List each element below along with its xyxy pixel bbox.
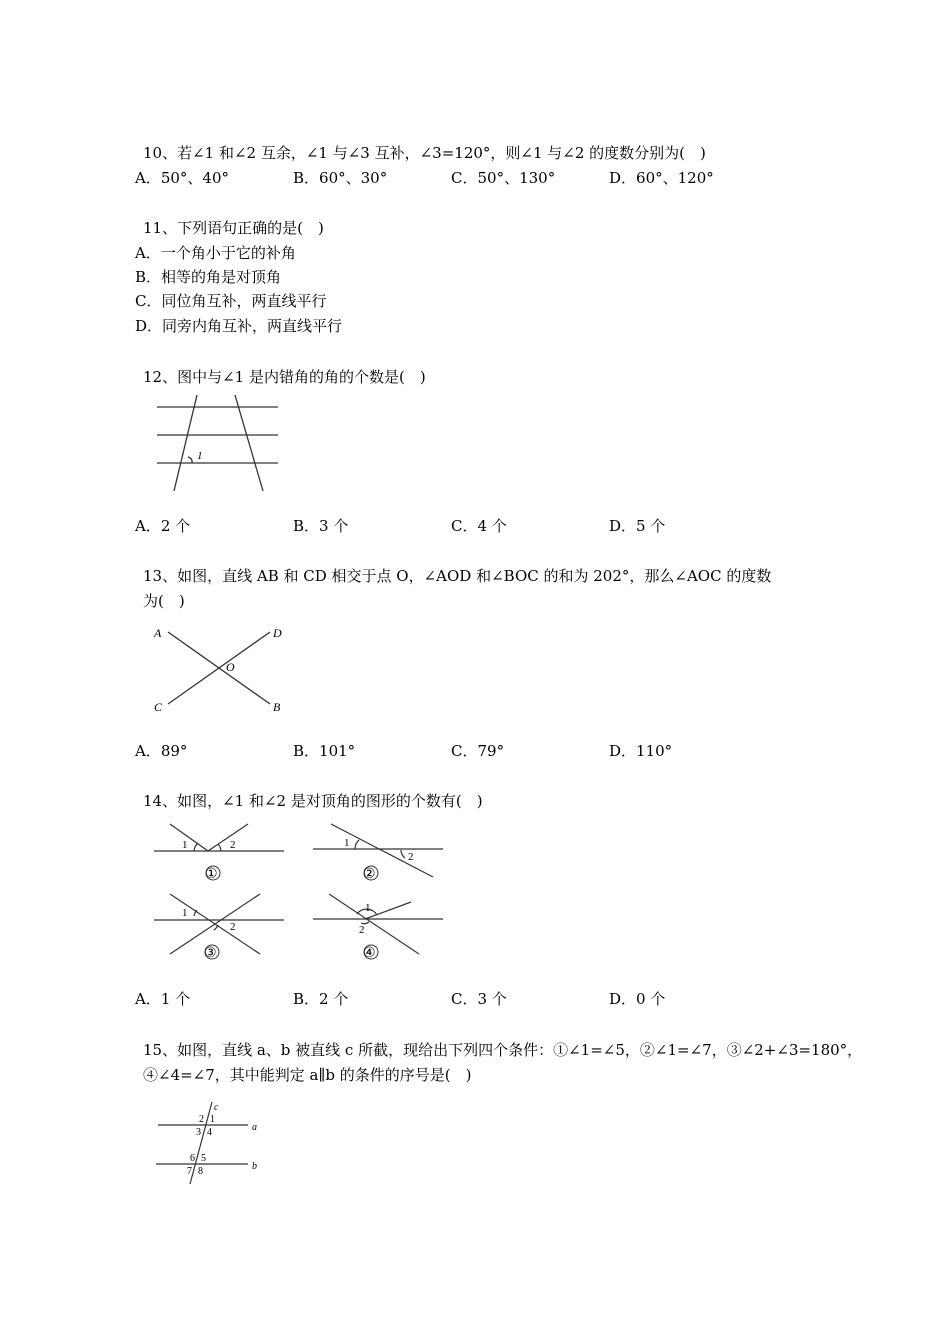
q14-option-c[interactable]: C．3 个 [451, 990, 507, 1008]
q14-figure-1 [150, 820, 290, 885]
q15-stem-line2: ④∠4=∠7，其中能判定 a∥b 的条件的序号是( ) [143, 1066, 472, 1084]
q12-figure [150, 395, 290, 495]
q14-fig3-label: ③ [204, 946, 217, 961]
q14-stem: 14、如图，∠1 和∠2 是对顶角的图形的个数有( ) [143, 792, 483, 810]
q13-label-c: C [154, 700, 163, 714]
q10-option-a[interactable]: A．50°、40° [135, 169, 230, 187]
q15-label-7: 7 [187, 1166, 192, 1177]
q15-label-b: b [252, 1161, 257, 1172]
q15-label-a: a [252, 1122, 257, 1133]
q14-fig2-angle2: 2 [408, 851, 414, 863]
q11-option-c[interactable]: C．同位角互补，两直线平行 [135, 292, 327, 310]
q12-stem: 12、图中与∠1 是内错角的角的个数是( ) [143, 368, 426, 386]
q15-label-2: 2 [199, 1114, 204, 1125]
q15-label-8: 8 [198, 1166, 203, 1177]
q12-transversal-left [174, 395, 197, 491]
q14-fig1-label: ① [205, 867, 218, 882]
q13-label-o: O [226, 660, 235, 674]
q15-stem-line1: 15、如图，直线 a、b 被直线 c 所截，现给出下列四个条件：①∠1=∠5，②∠1=∠7，③∠2+∠3=180°， [143, 1041, 863, 1059]
q12-option-c[interactable]: C．4 个 [451, 517, 507, 535]
q14-option-d[interactable]: D．0 个 [609, 990, 666, 1008]
q14-option-b[interactable]: B．2 个 [293, 990, 349, 1008]
q11-option-a[interactable]: A．一个角小于它的补角 [135, 244, 296, 262]
q15-label-4: 4 [207, 1127, 212, 1138]
q14-fig4-angle2: 2 [359, 924, 365, 936]
q13-label-a: A [154, 626, 162, 640]
q14-option-a[interactable]: A．1 个 [135, 990, 191, 1008]
q15-figure [150, 1098, 270, 1188]
q10-option-c[interactable]: C．50°、130° [451, 169, 556, 187]
q14-fig3-angle2: 2 [230, 921, 236, 933]
q15-label-6: 6 [190, 1153, 195, 1164]
q14-fig4-label: ④ [363, 946, 376, 961]
q11-stem: 11、下列语句正确的是( ) [143, 219, 324, 237]
q12-option-a[interactable]: A．2 个 [135, 517, 191, 535]
q14-figure-2 [309, 820, 449, 885]
q13-label-b: B [273, 700, 281, 714]
q14-fig2-label: ② [363, 867, 376, 882]
q14-fig1-angle2: 2 [230, 839, 236, 851]
q10-stem: 10、若∠1 和∠2 互余，∠1 与∠3 互补，∠3=120°，则∠1 与∠2 的度数分别为( ) [143, 144, 706, 162]
q12-angle-label: 1 [197, 450, 203, 462]
q13-figure [148, 622, 298, 722]
q12-angle-arc [188, 457, 192, 463]
q14-fig3-angle1: 1 [182, 907, 188, 919]
q14-fig2-angle1: 1 [344, 837, 350, 849]
q13-stem-line2: 为( ) [143, 592, 185, 610]
q15-label-5: 5 [201, 1153, 206, 1164]
q11-option-b[interactable]: B．相等的角是对顶角 [135, 268, 282, 286]
q12-option-d[interactable]: D．5 个 [609, 517, 666, 535]
q15-label-1: 1 [210, 1114, 215, 1125]
q15-label-c: c [214, 1102, 219, 1113]
q14-figure-4 [309, 890, 449, 965]
q13-label-d: D [273, 626, 282, 640]
q15-label-3: 3 [196, 1127, 201, 1138]
q13-option-c[interactable]: C．79° [451, 742, 505, 760]
q12-option-b[interactable]: B．3 个 [293, 517, 349, 535]
q13-option-d[interactable]: D．110° [609, 742, 673, 760]
q10-option-b[interactable]: B．60°、30° [293, 169, 388, 187]
q13-option-b[interactable]: B．101° [293, 742, 356, 760]
q11-option-d[interactable]: D．同旁内角互补，两直线平行 [135, 317, 343, 335]
q13-stem-line1: 13、如图，直线 AB 和 CD 相交于点 O，∠AOD 和∠BOC 的和为 202°，那么∠AOC 的度数 [143, 567, 772, 585]
q14-fig1-angle1: 1 [182, 839, 188, 851]
q14-fig4-angle1: 1 [365, 902, 371, 914]
q14-figure-3 [150, 890, 290, 965]
q12-transversal-right [235, 395, 263, 491]
q13-option-a[interactable]: A．89° [135, 742, 188, 760]
q10-option-d[interactable]: D．60°、120° [609, 169, 714, 187]
